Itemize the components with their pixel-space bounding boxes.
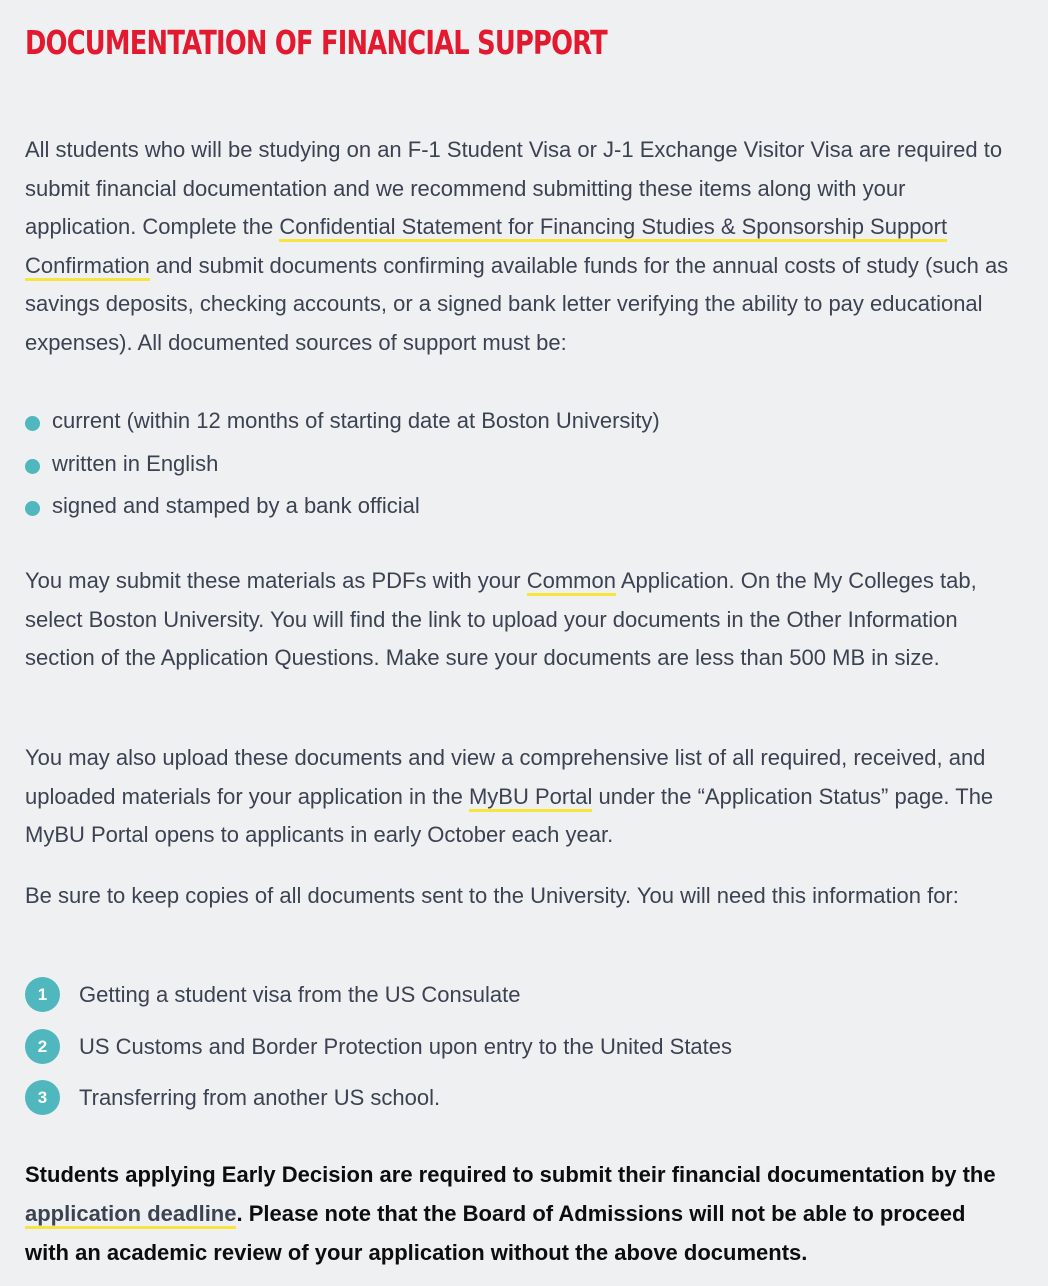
common-app-text-before: You may submit these materials as PDFs with your xyxy=(25,568,527,593)
copies-paragraph: Be sure to keep copies of all documents sent to the University. You will need this information for: xyxy=(25,883,959,908)
use-text: Transferring from another US school. xyxy=(79,1085,441,1110)
early-decision-text-after: . Please note that the Board of Admissions will not be able to proceed with an academic review of your application without the above documents. xyxy=(25,1201,966,1265)
requirement-text: written in English xyxy=(52,450,219,476)
list-item xyxy=(25,976,732,1028)
portal-text-after: under the “Application Status” page. The MyBU Portal opens to applicants in early October each year. xyxy=(25,783,994,847)
requirements-list xyxy=(25,400,660,528)
requirement-text: signed and stamped by a bank official xyxy=(52,493,420,518)
intro-text-before: All students who will be studying on an F-1 Student Visa or J-1 Exchange Visitor Visa are required to submit financial documentation and we recommend submitting these items along with your application. Complete the xyxy=(25,137,1003,239)
portal-text-before: You may also upload these documents and view a comprehensive list of all required, received, and uploaded materials for your application in the xyxy=(25,745,986,809)
common-app-link[interactable]: Common xyxy=(527,568,616,596)
list-item xyxy=(25,1079,732,1131)
application-deadline-link[interactable]: application deadline xyxy=(25,1201,236,1229)
number-badge-icon: 3 xyxy=(25,1080,60,1115)
list-item xyxy=(25,485,660,528)
common-app-paragraph xyxy=(25,562,1015,678)
list-item xyxy=(25,1028,732,1080)
financing-statement-link[interactable]: Confidential Statement for Financing Studies & Sponsorship Support Confirmation xyxy=(25,214,947,281)
page-title: DOCUMENTATION OF FINANCIAL SUPPORT xyxy=(25,23,607,62)
portal-paragraph xyxy=(25,739,1015,855)
uses-list xyxy=(25,976,732,1131)
mybu-portal-link[interactable]: MyBU Portal xyxy=(469,784,592,812)
early-decision-notice xyxy=(25,1155,1015,1272)
requirement-text: current (within 12 months of starting date at Boston University) xyxy=(52,408,660,433)
intro-text-after: and submit documents confirming available funds for the annual costs of study (such as savings deposits, checking accounts, or a signed bank letter verifying the ability to pay educational expenses). All documented sources of support must be: xyxy=(25,252,1009,355)
bullet-dot-icon xyxy=(25,501,40,516)
list-item xyxy=(25,400,660,443)
intro-paragraph xyxy=(25,131,1015,362)
bullet-dot-icon xyxy=(25,416,40,431)
early-decision-text-before: Students applying Early Decision are required to submit their financial documentation by the xyxy=(25,1162,996,1187)
number-badge-icon: 1 xyxy=(25,977,60,1012)
list-item xyxy=(25,443,660,486)
use-text: US Customs and Border Protection upon entry to the United States xyxy=(79,1033,733,1059)
number-badge-icon: 2 xyxy=(25,1029,60,1064)
use-text: Getting a student visa from the US Consulate xyxy=(79,982,521,1007)
bullet-dot-icon xyxy=(25,459,40,474)
common-app-text-after: Application. On the My Colleges tab, select Boston University. You will find the link to upload your documents in the Other Information section of the Application Questions. Make sure your documents are less than 500 MB in size. xyxy=(25,568,977,670)
